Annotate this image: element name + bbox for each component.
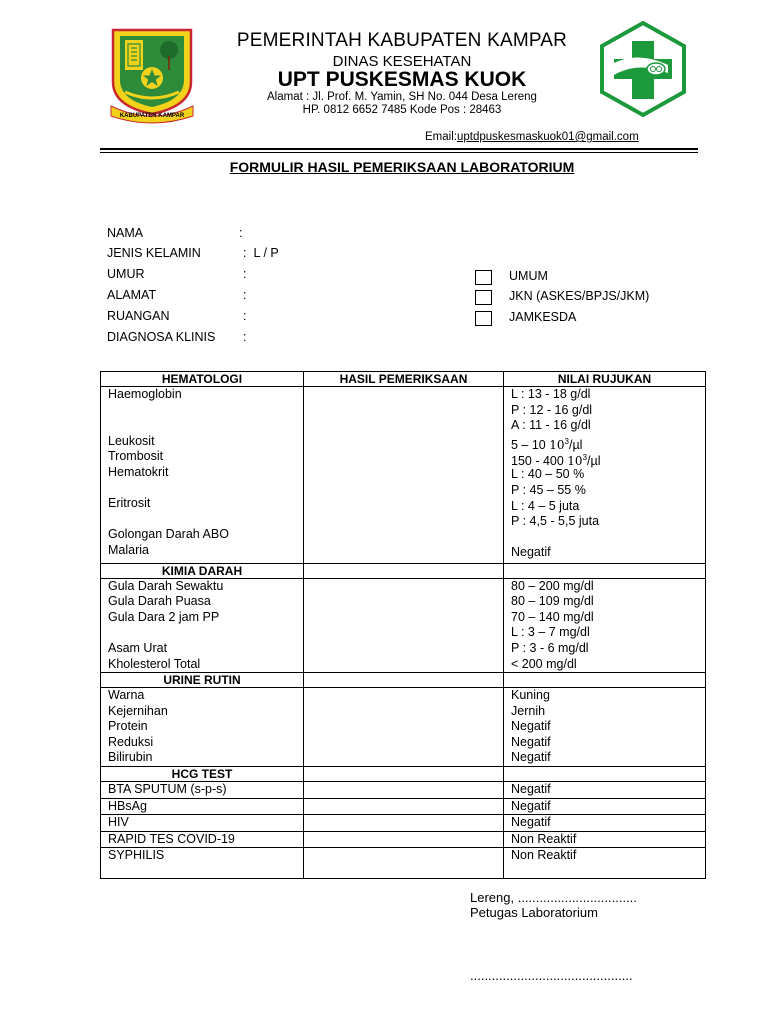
header-divider-thick [100, 148, 698, 150]
signature-role: Petugas Laboratorium [470, 905, 598, 920]
reference-value-leukosit [511, 434, 705, 450]
test-name: Kejernihan [108, 703, 168, 718]
test-name: SYPHILIS [101, 848, 304, 879]
section-title: KIMIA DARAH [101, 563, 304, 578]
reference-value [511, 530, 705, 546]
reference-value: L : 40 – 50 % [511, 467, 585, 482]
urine-result-cell[interactable] [304, 688, 504, 767]
reference-value: P : 12 - 16 g/dl [511, 402, 593, 417]
reference-value: L : 13 - 18 g/dl [511, 387, 591, 401]
test-name: HIV [101, 815, 304, 832]
reference-value: A : 11 - 16 g/dl [511, 418, 591, 433]
test-name: Eritrosit [108, 496, 151, 511]
header-department-name: DINAS KESEHATAN [332, 53, 472, 70]
header-hematologi: HEMATOLOGI [101, 372, 304, 387]
field-value-gender: L / P [253, 246, 279, 260]
section-header-kimia-darah [101, 563, 706, 578]
test-name: Malaria [108, 542, 149, 557]
header-nilai-rujukan: NILAI RUJUKAN [504, 372, 706, 387]
field-ruangan[interactable] [107, 309, 246, 325]
test-name: Golongan Darah ABO [108, 527, 229, 542]
hematologi-reference-list [504, 387, 706, 564]
urine-test-list [101, 688, 304, 767]
test-name: BTA SPUTUM (s-p-s) [101, 782, 304, 799]
field-label: DIAGNOSA KLINIS [107, 330, 216, 344]
urine-reference-list [504, 688, 706, 767]
power-base: 10 [567, 454, 583, 469]
table-row [101, 815, 706, 832]
table-row [101, 798, 706, 815]
section-urine-rows [101, 688, 706, 767]
field-colon: : [243, 309, 247, 323]
section-title: URINE RUTIN [101, 673, 304, 688]
field-colon: : [243, 246, 247, 260]
reference-value: Negatif [504, 815, 706, 832]
header-clinic-name: UPT PUSKESMAS KUOK [277, 68, 527, 91]
ref-range: 150 - 400 [511, 454, 568, 469]
test-name: Bilirubin [108, 750, 153, 765]
reference-value: 80 – 200 mg/dl [511, 578, 594, 593]
reference-value: P : 4,5 - 5,5 juta [511, 514, 600, 529]
reference-value: L : 3 – 7 mg/dl [511, 625, 590, 640]
reference-value: Negatif [504, 782, 706, 799]
empty-cell [504, 673, 706, 688]
field-diagnosa-klinis[interactable] [107, 330, 246, 346]
checkbox-label: JAMKESDA [509, 310, 577, 324]
email-address-link[interactable]: uptdpuskesmaskuok01@gmail.com [456, 131, 639, 143]
reference-value: Kuning [511, 688, 550, 703]
ref-range: 5 – 10 [511, 437, 550, 452]
test-name: Haemoglobin [108, 387, 182, 401]
reference-value: Negatif [504, 798, 706, 815]
header-government-name: PEMERINTAH KABUPATEN KAMPAR [236, 30, 568, 51]
empty-cell [304, 673, 504, 688]
header-phone-postcode: HP. 0812 6652 7485 Kode Pos : 28463 [302, 104, 502, 116]
test-name: Trombosit [108, 449, 164, 464]
emblem-ribbon-text: KABUPATEN KAMPAR [119, 113, 185, 119]
field-label: NAMA [107, 226, 144, 240]
reference-value: L : 4 – 5 juta [511, 498, 580, 513]
test-name: Asam Urat [108, 640, 168, 655]
email-label: Email: [425, 131, 457, 143]
test-name: Gula Darah Sewaktu [108, 578, 224, 593]
field-jenis-kelamin[interactable] [107, 246, 279, 262]
section-title: HCG TEST [101, 767, 304, 782]
field-colon: : [243, 267, 247, 281]
test-name: Reduksi [108, 734, 154, 749]
test-name: Protein [108, 719, 148, 734]
reference-value: 70 – 140 mg/dl [511, 609, 594, 624]
hematologi-result-cell[interactable] [304, 387, 504, 564]
test-name [108, 481, 303, 497]
test-name: RAPID TES COVID-19 [101, 831, 304, 848]
header-address: Alamat : Jl. Prof. M. Yamin, SH No. 044 Desa Lereng [267, 91, 537, 103]
ref-unit: /µl [568, 437, 583, 452]
section-kimia-rows [101, 578, 706, 673]
reference-value: Jernih [511, 703, 546, 718]
test-name [108, 512, 303, 528]
empty-cell [304, 767, 504, 782]
reference-value: P : 45 – 55 % [511, 482, 586, 497]
kimia-result-cell[interactable] [304, 578, 504, 673]
empty-cell [504, 563, 706, 578]
result-cell[interactable] [304, 831, 504, 848]
field-colon: : [243, 330, 247, 344]
table-row [101, 831, 706, 848]
signature-place-date: Lereng, ................................. [470, 890, 637, 905]
test-name [108, 625, 303, 641]
test-name: Gula Dara 2 jam PP [108, 609, 220, 624]
reference-value: Non Reaktif [504, 831, 706, 848]
table-row [101, 782, 706, 799]
test-name: Leukosit [108, 433, 155, 448]
ref-unit: /µl [587, 454, 601, 469]
field-label: RUANGAN [107, 309, 170, 323]
test-name: HBsAg [101, 798, 304, 815]
power-exponent: 3 [564, 436, 569, 446]
test-name: Gula Darah Puasa [108, 594, 211, 609]
field-label: JENIS KELAMIN [107, 246, 201, 260]
section-header-urine-rutin [101, 673, 706, 688]
section-header-hcg-test [101, 767, 706, 782]
table-row [101, 848, 706, 879]
field-umur[interactable] [107, 267, 246, 283]
field-alamat[interactable] [107, 288, 246, 304]
power-base: 10 [549, 437, 565, 452]
field-label: ALAMAT [107, 288, 157, 302]
checkbox-label: UMUM [509, 269, 548, 283]
test-name: Hematokrit [108, 464, 169, 479]
field-nama[interactable] [107, 226, 242, 242]
test-name: Kholesterol Total [108, 656, 201, 671]
lab-results-table [100, 371, 706, 879]
reference-value: 80 – 109 mg/dl [511, 594, 594, 609]
reference-value: Non Reaktif [504, 848, 706, 879]
checkbox-jamkesda[interactable] [475, 311, 492, 326]
empty-cell [504, 767, 706, 782]
reference-value: Negatif [511, 750, 551, 765]
result-cell[interactable] [304, 798, 504, 815]
field-colon: : [243, 288, 247, 302]
test-name: Warna [108, 688, 145, 703]
test-name [108, 403, 303, 419]
kimia-reference-list [504, 578, 706, 673]
field-colon: : [239, 226, 243, 240]
header-divider-thin [100, 152, 698, 153]
result-cell[interactable] [304, 848, 504, 879]
signature-line[interactable]: ............................................. [470, 968, 633, 983]
field-label: UMUR [107, 267, 145, 281]
reference-value: < 200 mg/dl [511, 656, 577, 671]
result-cell[interactable] [304, 815, 504, 832]
header-hasil-pemeriksaan: HASIL PEMERIKSAAN [304, 372, 504, 387]
checkbox-umum[interactable] [475, 270, 492, 285]
empty-cell [304, 563, 504, 578]
reference-value: Negatif [511, 719, 551, 734]
result-cell[interactable] [304, 782, 504, 799]
hematologi-test-list [101, 387, 304, 564]
checkbox-jkn[interactable] [475, 290, 492, 305]
test-name [108, 418, 303, 434]
power-exponent: 3 [582, 453, 588, 463]
reference-value-trombosit [511, 449, 705, 467]
table-header-row [101, 372, 706, 387]
header-email [425, 131, 639, 143]
reference-value: Negatif [511, 545, 551, 560]
reference-value: Negatif [511, 734, 551, 749]
kimia-test-list [101, 578, 304, 673]
section-hematologi-rows [101, 387, 706, 564]
form-title: FORMULIR HASIL PEMERIKSAAN LABORATORIUM [229, 159, 575, 175]
reference-value: P : 3 - 6 mg/dl [511, 640, 589, 655]
checkbox-label: JKN (ASKES/BPJS/JKM) [509, 289, 650, 303]
